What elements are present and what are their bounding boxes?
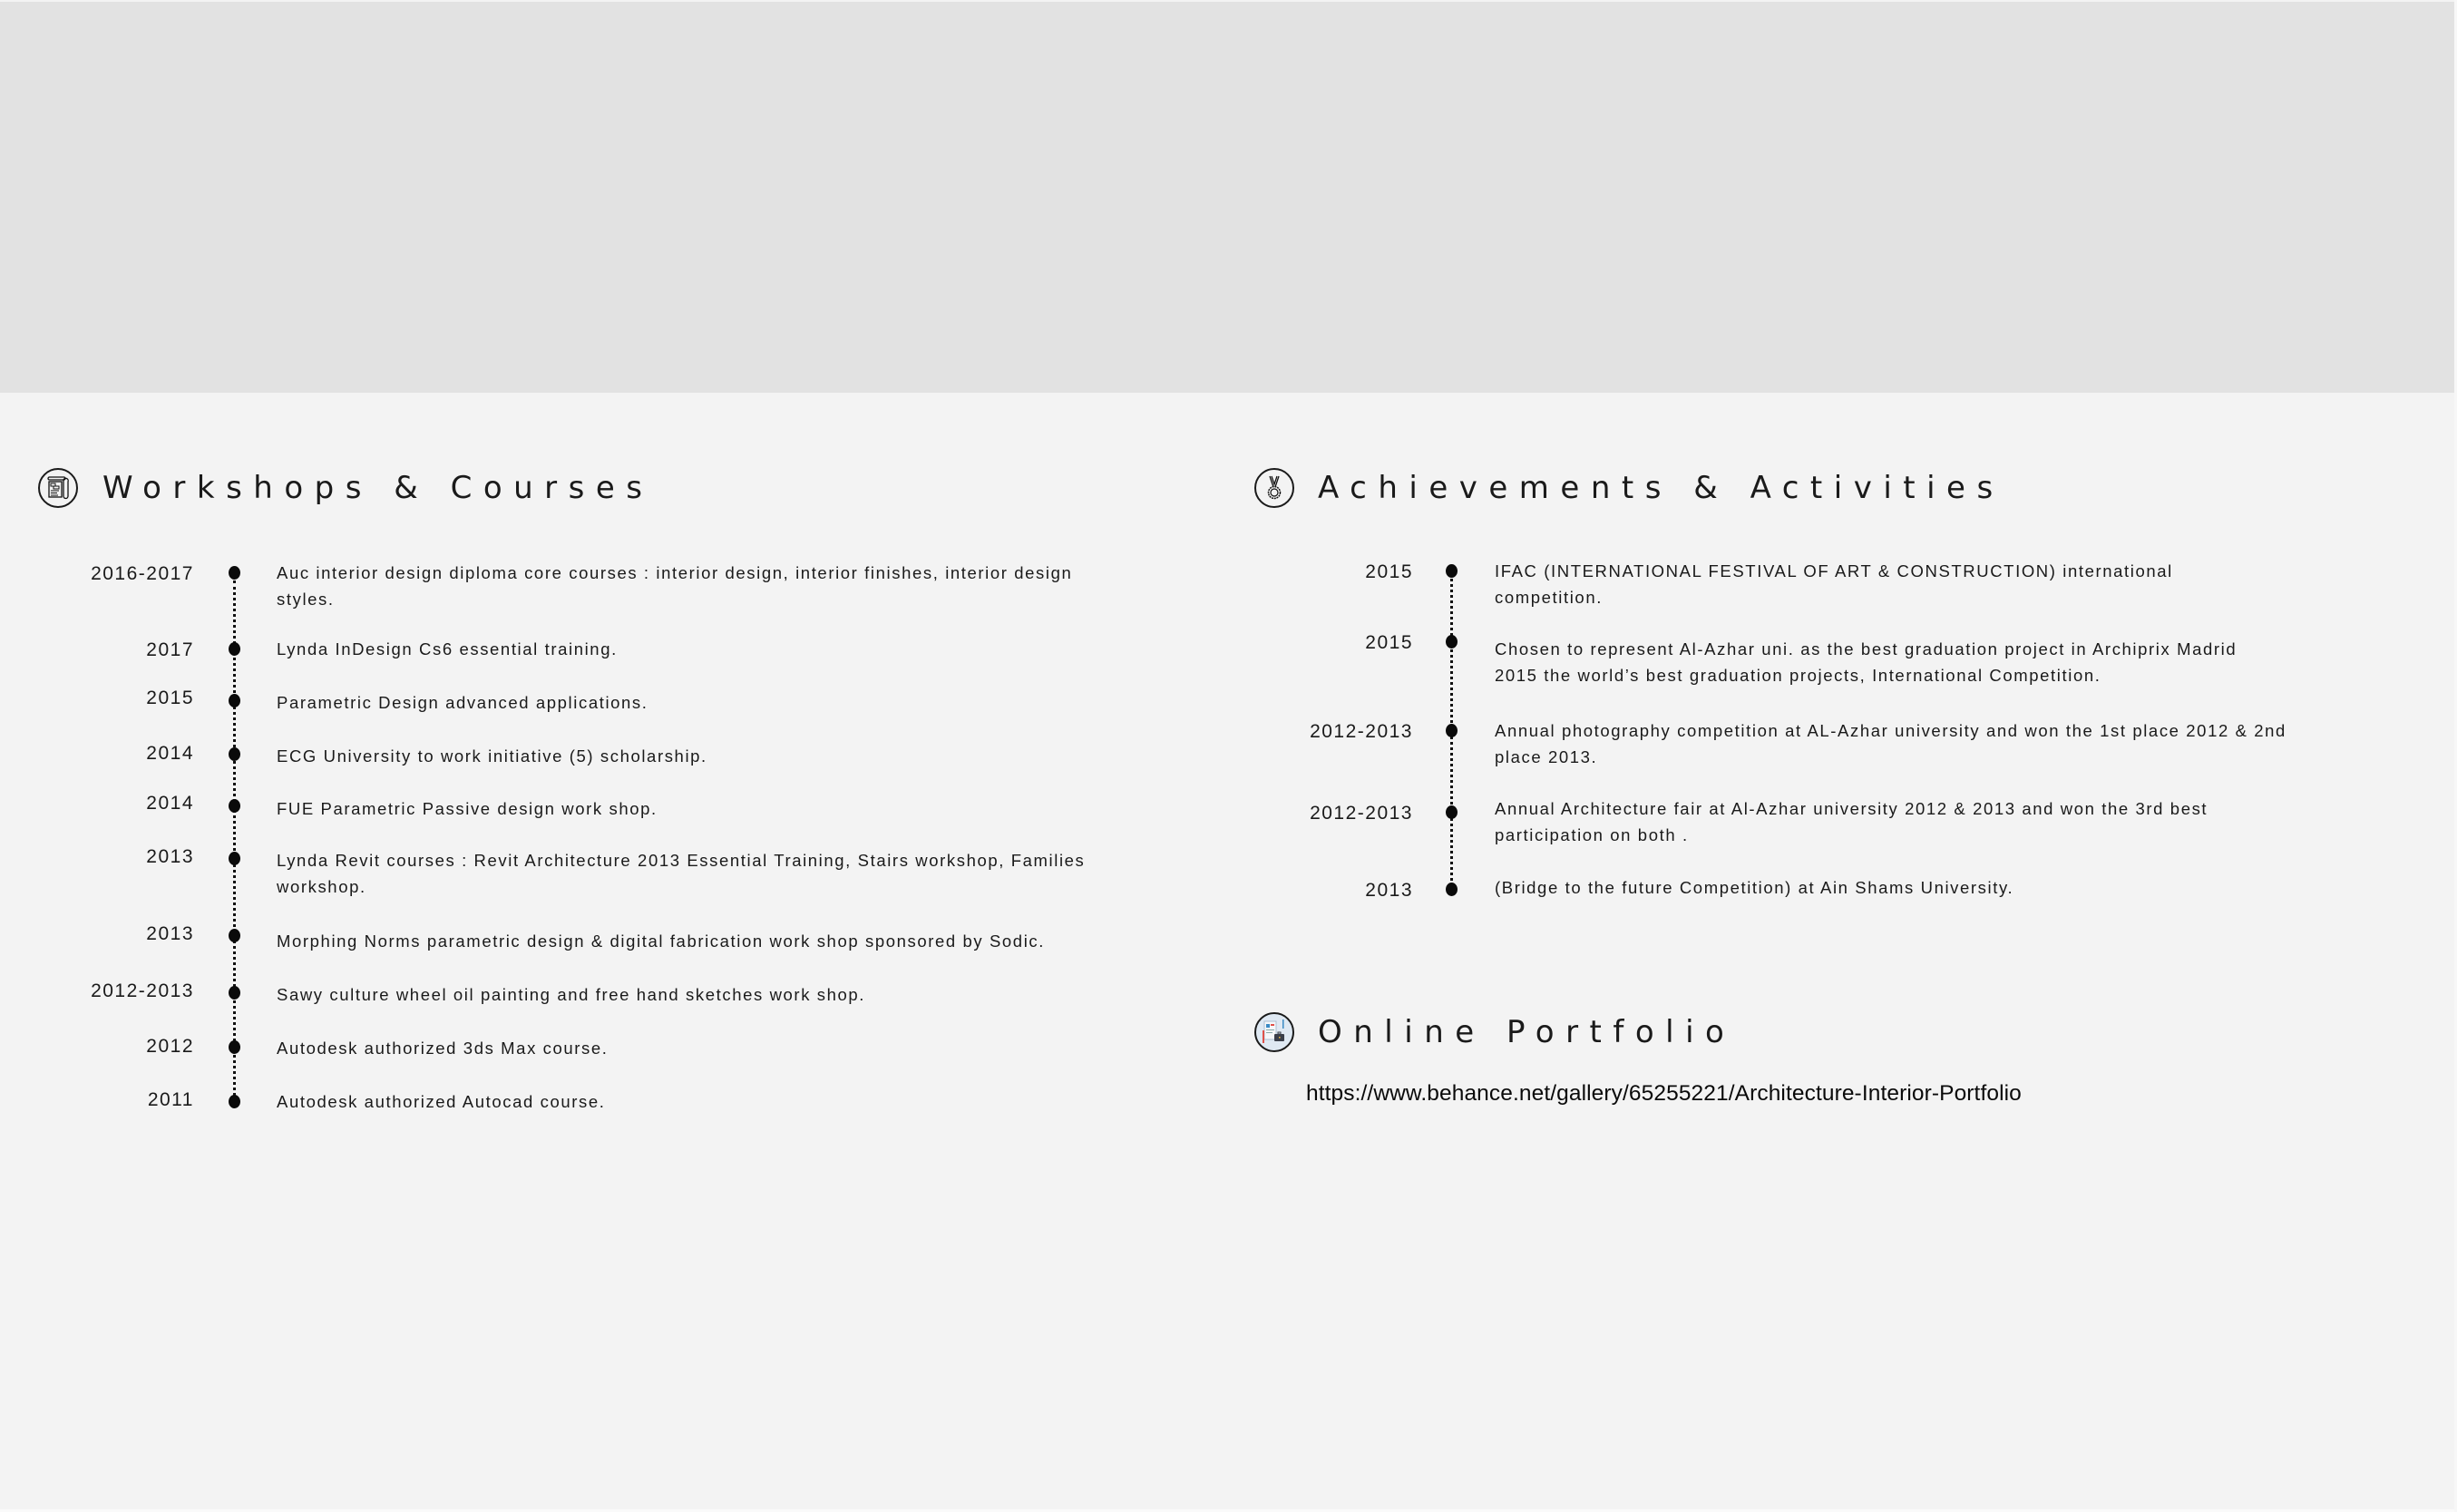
item-description: Annual Architecture fair at Al-Azhar university 2012 & 2013 and won the 3rd best participation on both . xyxy=(1495,799,2208,844)
timeline-dot xyxy=(229,852,240,865)
item-description: Sawy culture wheel oil painting and free hand sketches work shop. xyxy=(277,985,866,1004)
item-date: 2012 xyxy=(146,1036,194,1057)
workshops-header xyxy=(38,468,654,508)
item-description: Autodesk authorized Autocad course. xyxy=(277,1092,606,1111)
item-date: 2015 xyxy=(146,688,194,708)
item-description: Chosen to represent Al-Azhar uni. as the best graduation project in Archiprix Madrid 2015 the world’s best graduation projects, International Competition. xyxy=(1495,639,2238,685)
timeline-dot xyxy=(1446,883,1458,896)
header-banner xyxy=(0,2,2457,393)
item-description: IFAC (INTERNATIONAL FESTIVAL OF ART & CONSTRUCTION) international competition. xyxy=(1495,561,2173,607)
timeline-dot xyxy=(229,642,240,656)
item-date: 2013 xyxy=(146,846,194,867)
item-date: 2014 xyxy=(146,743,194,764)
timeline-dot xyxy=(229,929,240,942)
item-description: Annual photography competition at AL-Azhar university and won the 1st place 2012 & 2nd place 2013. xyxy=(1495,721,2286,766)
item-description: Parametric Design advanced applications. xyxy=(277,693,648,712)
item-date: 2011 xyxy=(147,1089,194,1110)
item-date: 2012-2013 xyxy=(91,980,194,1001)
timeline-dot xyxy=(229,1095,240,1108)
item-date: 2014 xyxy=(146,793,194,814)
portfolio-url-link[interactable]: https://www.behance.net/gallery/65255221/Architecture-Interior-Portfolio xyxy=(1306,1081,2022,1106)
item-description: Lynda InDesign Cs6 essential training. xyxy=(277,639,618,658)
portfolio-header xyxy=(1254,1012,1735,1052)
item-date: 2017 xyxy=(146,639,194,660)
item-date: 2013 xyxy=(1365,880,1413,901)
timeline-dot xyxy=(229,747,240,761)
item-description: Morphing Norms parametric design & digital fabrication work shop sponsored by Sodic. xyxy=(277,932,1045,951)
item-description: ECG University to work initiative (5) scholarship. xyxy=(277,746,707,766)
item-date: 2015 xyxy=(1365,561,1413,582)
timeline-dot xyxy=(229,694,240,707)
timeline-dot xyxy=(1446,724,1458,737)
achievements-header xyxy=(1254,468,2004,508)
portfolio-icon xyxy=(1254,1012,1294,1052)
item-date: 2012-2013 xyxy=(1310,721,1413,742)
item-date: 2015 xyxy=(1365,632,1413,653)
item-date: 2012-2013 xyxy=(1310,803,1413,824)
item-date: 2013 xyxy=(146,923,194,944)
item-description: Autodesk authorized 3ds Max course. xyxy=(277,1039,609,1058)
portfolio-title: Online Portfolio xyxy=(1318,1014,1736,1050)
item-description: FUE Parametric Passive design work shop. xyxy=(277,799,658,818)
timeline-dot xyxy=(1446,805,1458,819)
workshops-title: Workshops & Courses xyxy=(102,470,654,506)
timeline-dot xyxy=(229,566,240,580)
item-description: (Bridge to the future Competition) at Ain Shams University. xyxy=(1495,878,2014,897)
timeline-dot xyxy=(1446,635,1458,649)
item-date: 2016-2017 xyxy=(91,563,194,584)
timeline-line xyxy=(233,580,236,1102)
item-description: Lynda Revit courses : Revit Architecture 2013 Essential Training, Stairs workshop, Families workshop. xyxy=(277,851,1086,896)
item-description: Auc interior design diploma core courses : interior design, interior finishes, interior design styles. xyxy=(277,563,1073,609)
achievements-title: Achievements & Activities xyxy=(1318,470,2004,506)
timeline-dot xyxy=(229,799,240,813)
timeline-dot xyxy=(229,986,240,1000)
timeline-dot xyxy=(1446,564,1458,578)
timeline-dot xyxy=(229,1040,240,1054)
blueprint-icon xyxy=(38,468,78,508)
medal-icon xyxy=(1254,468,1294,508)
